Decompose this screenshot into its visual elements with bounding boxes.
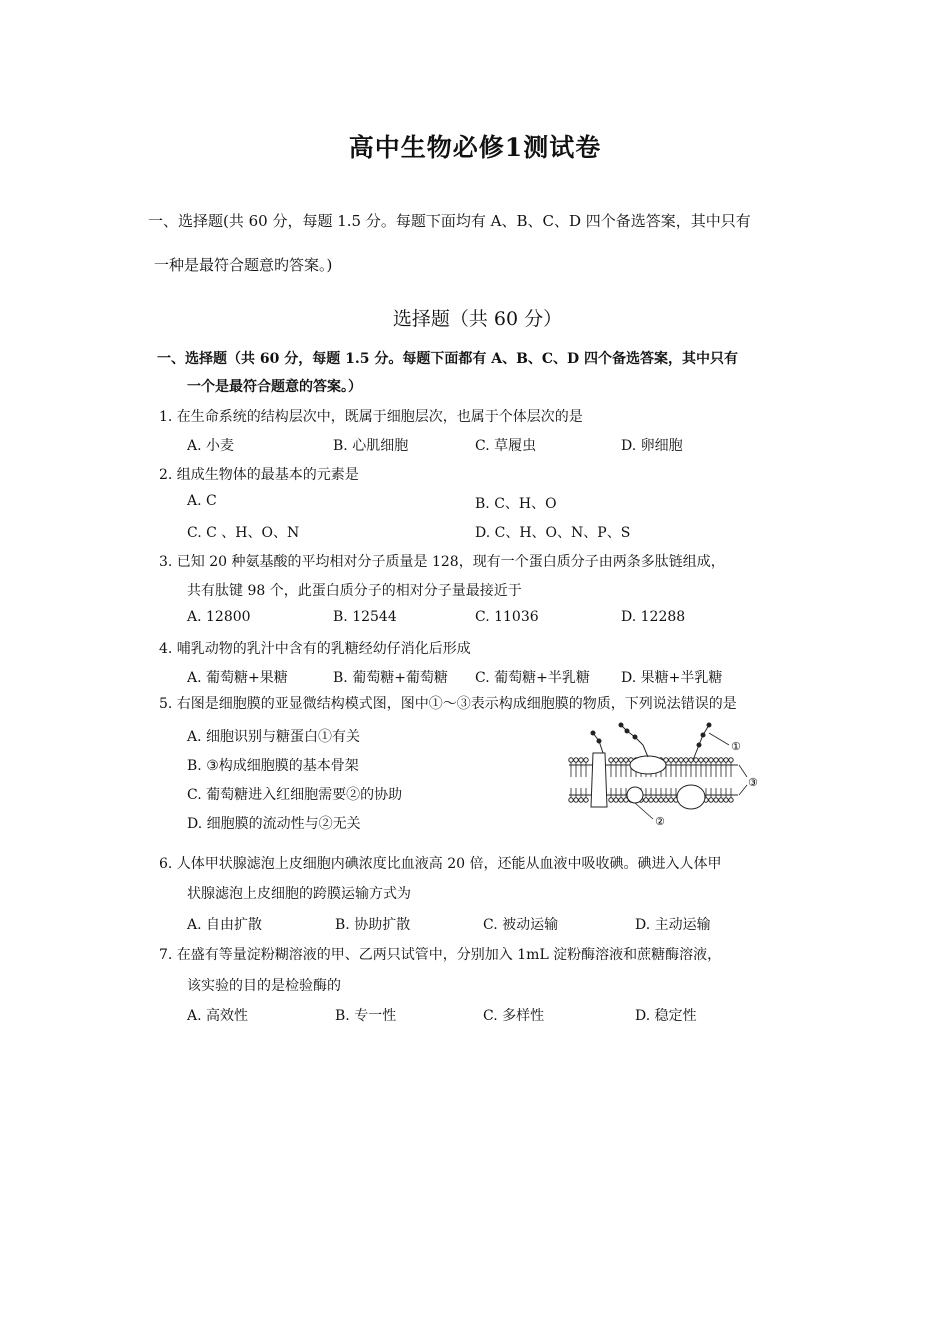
phospholipid-head: [579, 798, 583, 802]
question-7-stem-line-1: 7. 在盛有等量淀粉糊溶液的甲、乙两只试管中，分别加入 1mL 淀粉酶溶液和蔗糖酶溶液，: [159, 947, 722, 963]
question-3-option-c: C. 11036: [475, 609, 539, 625]
phospholipid-head: [584, 798, 588, 802]
phospholipid-head: [689, 758, 693, 762]
question-7-option-d: D. 稳定性: [635, 1008, 697, 1024]
question-1-option-b: B. 心肌细胞: [333, 438, 409, 454]
phospholipid-head: [584, 758, 588, 762]
phospholipid-head: [674, 758, 678, 762]
question-2-option-c: C. C 、H、O、N: [187, 525, 300, 541]
question-4-option-a: A. 葡萄糖+果糖: [187, 670, 288, 686]
question-6-stem-line-2: 状腺滤泡上皮细胞的跨膜运输方式为: [187, 886, 411, 902]
figure-label-2: ②: [655, 815, 665, 827]
embedded-protein: [677, 785, 705, 809]
phospholipid-head: [699, 758, 703, 762]
phospholipid-head: [569, 758, 573, 762]
phospholipid-head: [729, 798, 733, 802]
phospholipid-head: [624, 758, 628, 762]
question-5-option-a: A. 细胞识别与糖蛋白①有关: [187, 729, 361, 745]
phospholipid-head: [574, 758, 578, 762]
figure-label-1: ①: [731, 740, 741, 753]
phospholipid-head: [719, 758, 723, 762]
phospholipid-head: [574, 798, 578, 802]
phospholipid-head: [614, 758, 618, 762]
inner-protein: [627, 787, 643, 803]
question-5-option-d: D. 细胞膜的流动性与②无关: [187, 816, 361, 832]
phospholipid-head: [649, 798, 653, 802]
phospholipid-head: [609, 758, 613, 762]
phospholipid-head: [684, 758, 688, 762]
section-header-line-1: 一、选择题（共 60 分，每题 1.5 分。每题下面都有 A、B、C、D 四个备选答案，其中只有: [157, 351, 739, 367]
scanned-question-image: [145, 300, 810, 1040]
question-2-option-d: D. C、H、O、N、P、S: [475, 525, 631, 541]
phospholipid-head: [664, 798, 668, 802]
phospholipid-head: [694, 758, 698, 762]
question-6-stem-line-1: 6. 人体甲状腺滤泡上皮细胞内碘浓度比血液高 20 倍，还能从血液中吸收碘。碘进入人体甲: [159, 856, 722, 872]
question-4-option-b: B. 葡萄糖+葡萄糖: [333, 670, 448, 686]
phospholipid-head: [704, 758, 708, 762]
section-header-line-2: 一个是最符合题意的答案。）: [187, 379, 362, 395]
phospholipid-head: [569, 798, 573, 802]
question-4-option-d: D. 果糖+半乳糖: [621, 670, 723, 686]
question-2-stem: 2. 组成生物体的最基本的元素是: [159, 467, 359, 483]
question-3-option-d: D. 12288: [621, 609, 686, 625]
phospholipid-head: [614, 798, 618, 802]
question-5-stem: 5. 右图是细胞膜的亚显微结构模式图，图中①～③表示构成细胞膜的物质，下列说法错误的是: [159, 696, 737, 712]
question-6-option-a: A. 自由扩散: [187, 917, 263, 933]
page-title: 高中生物必修1测试卷: [348, 133, 602, 162]
question-1-option-c: C. 草履虫: [475, 438, 537, 454]
section-title: 选择题（共 60 分）: [392, 308, 563, 330]
phospholipid-head: [619, 798, 623, 802]
question-4-stem: 4. 哺乳动物的乳汁中含有的乳糖经幼仔消化后形成: [159, 641, 471, 657]
phospholipid-head: [709, 798, 713, 802]
glycoprotein-chain: [591, 723, 711, 760]
phospholipid-head: [609, 798, 613, 802]
cell-membrane-diagram: [563, 715, 763, 827]
phospholipid-head: [669, 758, 673, 762]
phospholipid-head: [579, 758, 583, 762]
figure-label-3: ③: [748, 776, 758, 789]
question-1-option-d: D. 卵细胞: [621, 438, 683, 454]
phospholipid-head: [714, 798, 718, 802]
question-7-option-a: A. 高效性: [187, 1008, 249, 1024]
question-7-stem-line-2: 该实验的目的是检验酶的: [187, 978, 341, 994]
question-6-option-b: B. 协助扩散: [335, 917, 411, 933]
phospholipid-head: [679, 758, 683, 762]
question-6-option-d: D. 主动运输: [635, 917, 711, 933]
question-6-option-c: C. 被动运输: [483, 917, 559, 933]
transmembrane-protein: [591, 753, 607, 807]
surface-protein: [630, 756, 666, 774]
question-2-option-a: A. C: [187, 493, 217, 509]
question-1-stem: 1. 在生命系统的结构层次中，既属于细胞层次，也属于个体层次的是: [159, 409, 583, 425]
question-3-option-a: A. 12800: [187, 609, 251, 625]
phospholipid-head: [709, 758, 713, 762]
question-2-option-b: B. C、H、O: [475, 496, 557, 512]
phospholipid-head: [669, 798, 673, 802]
question-5-option-b: B. ③构成细胞膜的基本骨架: [187, 758, 359, 774]
question-1-option-a: A. 小麦: [187, 438, 235, 454]
question-7-option-c: C. 多样性: [483, 1008, 545, 1024]
intro-line-2: 一种是最符合题意旳答案。): [154, 256, 333, 274]
intro-line-1: 一、选择题(共 60 分，每题 1.5 分。每题下面均有 A、B、C、D 四个备选答案，其中只有: [148, 212, 751, 230]
phospholipid-head: [714, 758, 718, 762]
phospholipid-head: [659, 798, 663, 802]
phospholipid-head: [724, 798, 728, 802]
question-4-option-c: C. 葡萄糖+半乳糖: [475, 670, 590, 686]
phospholipid-head: [729, 758, 733, 762]
phospholipid-head: [724, 758, 728, 762]
question-7-option-b: B. 专一性: [335, 1008, 397, 1024]
phospholipid-head: [654, 798, 658, 802]
phospholipid-head: [719, 798, 723, 802]
phospholipid-head: [644, 798, 648, 802]
question-3-stem-line-2: 共有肽键 98 个，此蛋白质分子的相对分子量最接近于: [187, 583, 522, 599]
question-5-option-c: C. 葡萄糖进入红细胞需要②的协助: [187, 787, 403, 803]
phospholipid-head: [619, 758, 623, 762]
question-3-stem-line-1: 3. 已知 20 种氨基酸的平均相对分子质量是 128，现有一个蛋白质分子由两条多肽链组成，: [159, 554, 725, 570]
question-3-option-b: B. 12544: [333, 609, 397, 625]
